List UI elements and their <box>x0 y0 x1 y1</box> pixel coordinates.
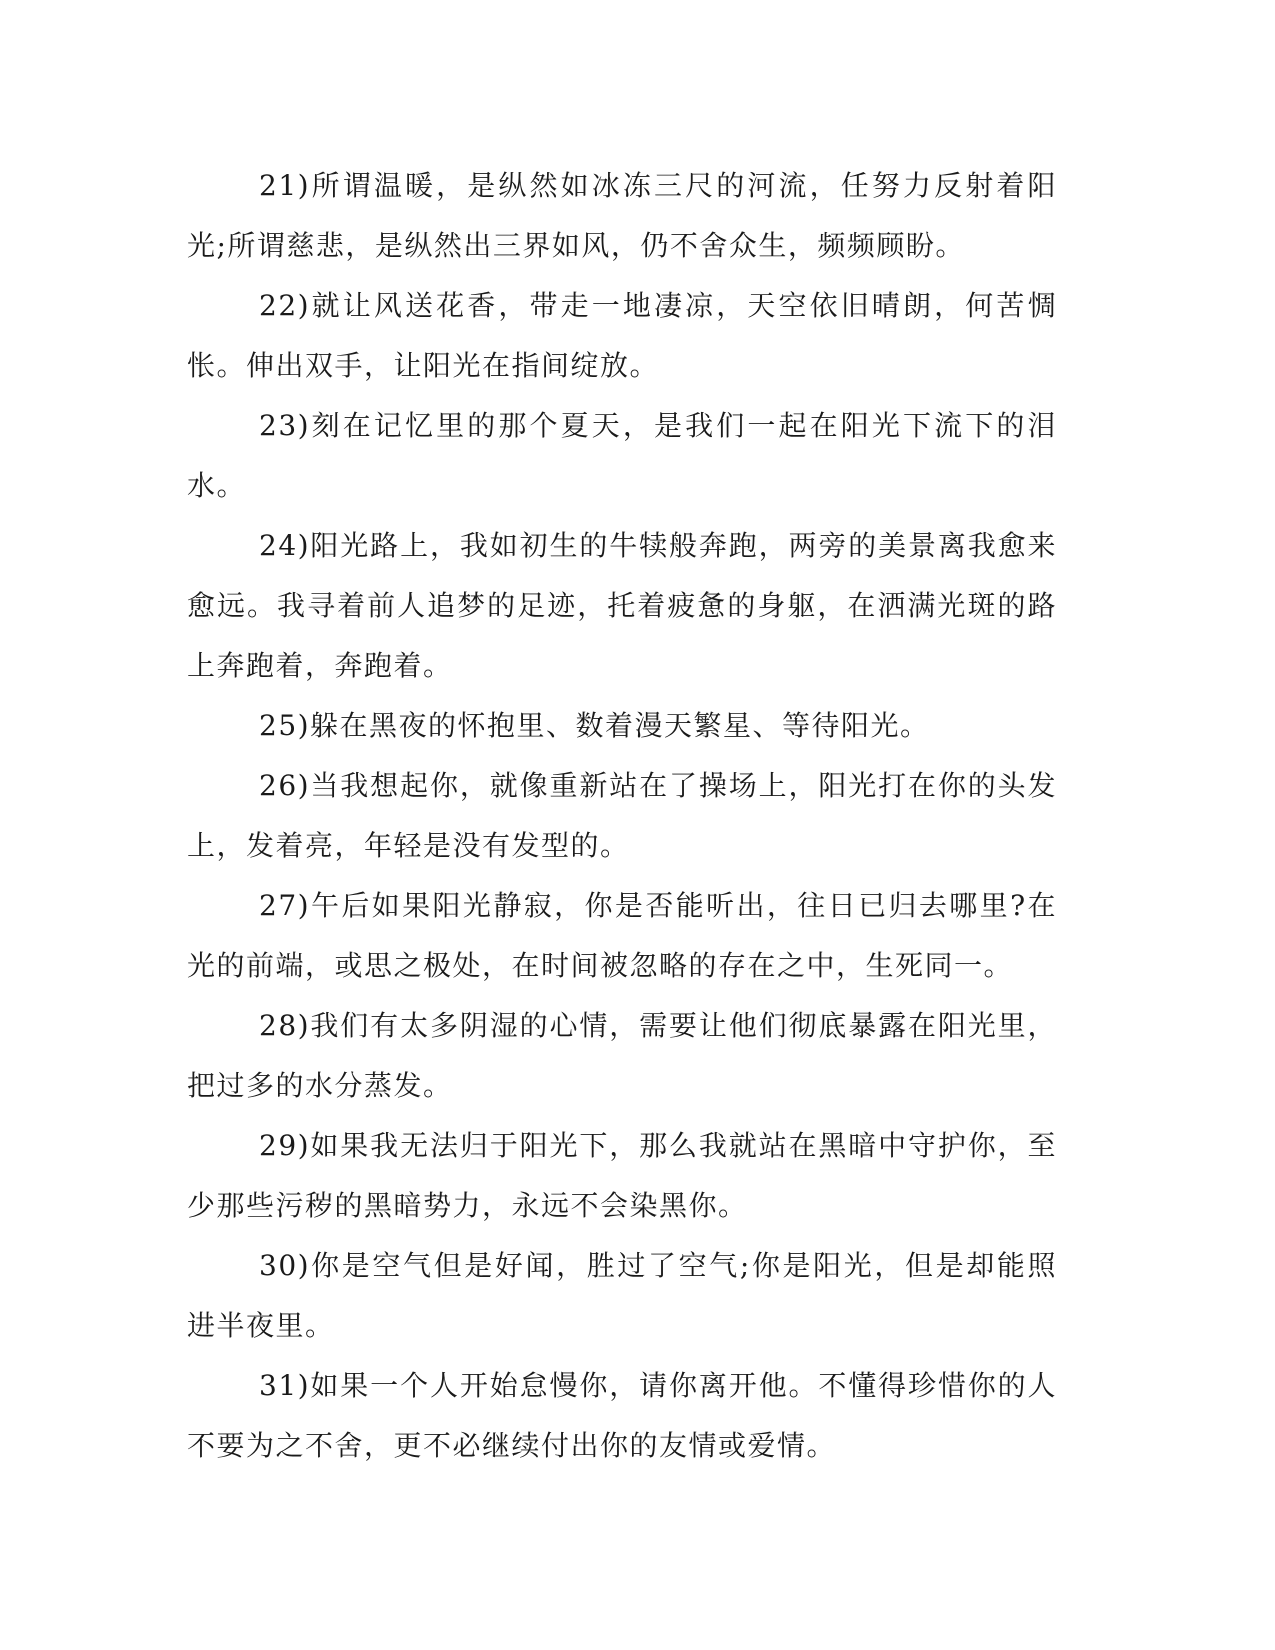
paragraph-27: 27)午后如果阳光静寂，你是否能听出，往日已归去哪里?在光的前端，或思之极处，在时间被忽略的存在之中，生死同一。 <box>187 889 1057 982</box>
paragraph-25: 25)躲在黑夜的怀抱里、数着漫天繁星、等待阳光。 <box>259 709 930 742</box>
paragraph-31: 31)如果一个人开始怠慢你，请你离开他。不懂得珍惜你的人不要为之不舍，更不必继续付出你的友情或爱情。 <box>187 1369 1057 1462</box>
paragraph-23: 23)刻在记忆里的那个夏天，是我们一起在阳光下流下的泪水。 <box>187 409 1057 502</box>
paragraph-29: 29)如果我无法归于阳光下，那么我就站在黑暗中守护你，至少那些污秽的黑暗势力，永远不会染黑你。 <box>187 1129 1057 1222</box>
paragraph-30: 30)你是空气但是好闻，胜过了空气;你是阳光，但是却能照进半夜里。 <box>187 1249 1057 1342</box>
paragraph-22: 22)就让风送花香，带走一地凄凉，天空依旧晴朗，何苦惆怅。伸出双手，让阳光在指间绽放。 <box>187 289 1057 382</box>
paragraph-21: 21)所谓温暖，是纵然如冰冻三尺的河流，任努力反射着阳光;所谓慈悲，是纵然出三界如风，仍不舍众生，频频顾盼。 <box>187 169 1057 262</box>
document-body <box>187 156 1057 1476</box>
paragraph-28: 28)我们有太多阴湿的心情，需要让他们彻底暴露在阳光里，把过多的水分蒸发。 <box>187 1009 1057 1102</box>
paragraph-26: 26)当我想起你，就像重新站在了操场上，阳光打在你的头发上，发着亮，年轻是没有发型的。 <box>187 769 1057 862</box>
paragraph-24: 24)阳光路上，我如初生的牛犊般奔跑，两旁的美景离我愈来愈远。我寻着前人追梦的足迹，托着疲惫的身躯，在洒满光斑的路上奔跑着，奔跑着。 <box>187 529 1057 682</box>
